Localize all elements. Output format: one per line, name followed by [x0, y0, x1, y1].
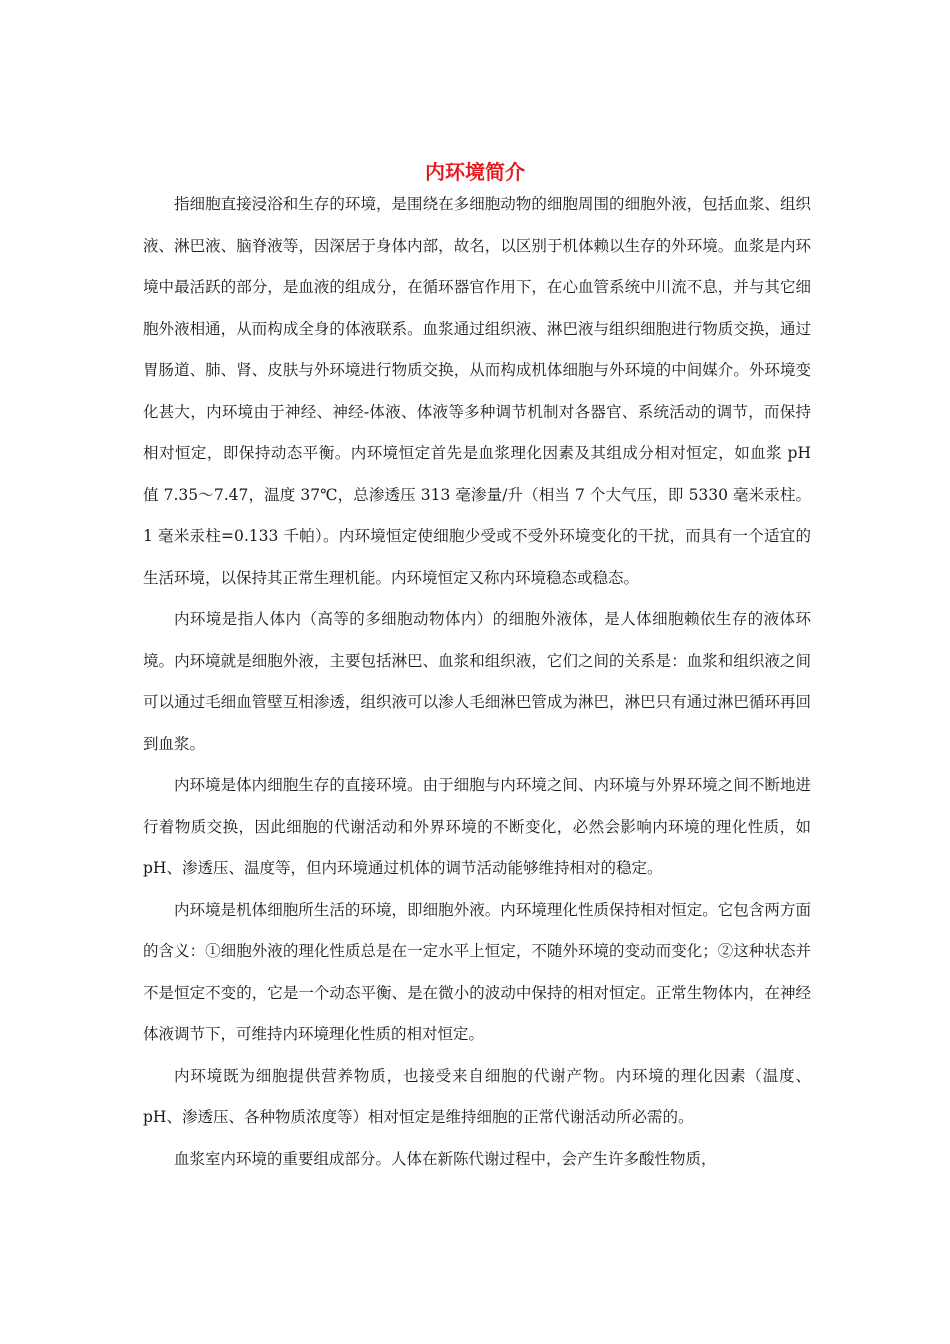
document-title: 内环境简介: [425, 160, 525, 184]
paragraph-6: 血浆室内环境的重要组成部分。人体在新陈代谢过程中，会产生许多酸性物质，: [174, 1149, 717, 1168]
paragraph-1: 指细胞直接浸浴和生存的环境，是围绕在多细胞动物的细胞周围的细胞外液，包括血浆、组织液、淋巴液、脑脊液等，因深居于身体内部，故名，以区别于机体赖以生存的外环境。血浆是内环境中最活跃的部分，是血液的组成分，在循环器官作用下，在心血管系统中川流不息，并与其它细胞外液相通，从而构成全身的体液联系。血浆通过组织液、淋巴液与组织细胞进行物质交换，通过胃肠道、肺、肾、皮肤与外环境进行物质交换，从而构成机体细胞与外环境的中间媒介。外环境变化甚大，内环境由于神经、神经-体液、体液等多种调节机制对各器官、系统活动的调节，而保持相对恒定，即保持动态平衡。内环境恒定首先是血浆理化因素及其组成分相对恒定，如血浆 pH 值 7.35～7.47，温度 37℃，总渗透压 313 毫渗量/升（相当 7 个大气压，即 5330 毫米汞柱。1 毫米汞柱=0.133 千帕）。内环境恒定使细胞少受或不受外环境变化的干扰，而具有一个适宜的生活环境，以保持其正常生理机能。内环境恒定又称内环境稳态或稳态。: [143, 195, 811, 587]
document-body: [143, 184, 811, 1180]
paragraph-3: 内环境是体内细胞生存的直接环境。由于细胞与内环境之间、内环境与外界环境之间不断地进行着物质交换，因此细胞的代谢活动和外界环境的不断变化，必然会影响内环境的理化性质，如 pH、渗透压、温度等，但内环境通过机体的调节活动能够维持相对的稳定。: [143, 776, 811, 877]
paragraph-5: 内环境既为细胞提供营养物质，也接受来自细胞的代谢产物。内环境的理化因素（温度、pH、渗透压、各种物质浓度等）相对恒定是维持细胞的正常代谢活动所必需的。: [143, 1066, 811, 1126]
paragraph-4: 内环境是机体细胞所生活的环境，即细胞外液。内环境理化性质保持相对恒定。它包含两方面的含义：①细胞外液的理化性质总是在一定水平上恒定，不随外环境的变动而变化；②这种状态并不是恒定不变的，它是一个动态平衡、是在微小的波动中保持的相对恒定。正常生物体内，在神经体液调节下，可维持内环境理化性质的相对恒定。: [143, 900, 811, 1043]
paragraph-2: 内环境是指人体内（高等的多细胞动物体内）的细胞外液体，是人体细胞赖依生存的液体环境。内环境就是细胞外液，主要包括淋巴、血浆和组织液，它们之间的关系是：血浆和组织液之间可以通过毛细血管壁互相渗透，组织液可以渗人毛细淋巴管成为淋巴，淋巴只有通过淋巴循环再回到血浆。: [143, 610, 811, 753]
